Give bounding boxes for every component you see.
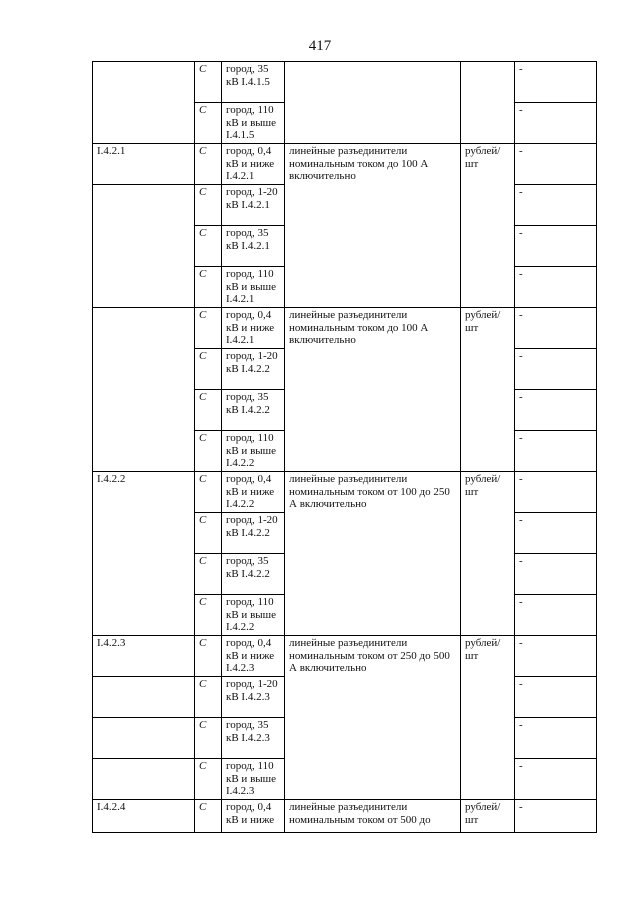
row-code (93, 677, 195, 718)
row-name: город, 35 кВ I.4.2.2 (222, 554, 285, 595)
row-unit: рублей/шт (461, 800, 515, 833)
row-name: город, 1-20 кВ I.4.2.2 (222, 349, 285, 390)
row-unit: рублей/шт (461, 636, 515, 800)
row-code: I.4.2.2 (93, 472, 195, 636)
row-name: город, 0,4 кВ и ниже (222, 800, 285, 833)
row-name: город, 0,4 кВ и ниже I.4.2.3 (222, 636, 285, 677)
row-value: - (515, 62, 597, 103)
row-name: город, 0,4 кВ и ниже I.4.2.1 (222, 144, 285, 185)
row-name: город, 1-20 кВ I.4.2.1 (222, 185, 285, 226)
category-c: С (195, 759, 222, 800)
row-value: - (515, 431, 597, 472)
page-number: 417 (308, 38, 332, 54)
category-c: С (195, 800, 222, 833)
row-code: I.4.2.1 (93, 144, 195, 185)
row-name: город, 0,4 кВ и ниже I.4.2.2 (222, 472, 285, 513)
row-value: - (515, 390, 597, 431)
row-description: линейные разъединители номинальным током до 100 А включительно (285, 308, 461, 472)
row-description: линейные разъединители номинальным током от 100 до 250 А включительно (285, 472, 461, 636)
row-unit: рублей/шт (461, 308, 515, 472)
row-value: - (515, 226, 597, 267)
row-value: - (515, 718, 597, 759)
row-name: город, 1-20 кВ I.4.2.2 (222, 513, 285, 554)
row-unit: рублей/шт (461, 144, 515, 308)
category-c: С (195, 677, 222, 718)
row-code (93, 185, 195, 308)
row-code (93, 308, 195, 472)
row-description: линейные разъединители номинальным током от 250 до 500 А включительно (285, 636, 461, 800)
row-name: город, 110 кВ и выше I.4.2.2 (222, 595, 285, 636)
category-c: С (195, 554, 222, 595)
row-value: - (515, 144, 597, 185)
row-name: город, 1-20 кВ I.4.2.3 (222, 677, 285, 718)
category-c: С (195, 308, 222, 349)
row-description (285, 62, 461, 144)
row-description: линейные разъединители номинальным током от 500 до (285, 800, 461, 833)
row-code (93, 759, 195, 800)
category-c: С (195, 62, 222, 103)
row-code (93, 718, 195, 759)
tariff-table (92, 61, 597, 833)
row-code: I.4.2.4 (93, 800, 195, 833)
row-name: город, 110 кВ и выше I.4.2.2 (222, 431, 285, 472)
row-code: I.4.2.3 (93, 636, 195, 677)
row-unit: рублей/шт (461, 472, 515, 636)
row-value: - (515, 513, 597, 554)
category-c: С (195, 185, 222, 226)
row-value: - (515, 677, 597, 718)
row-value: - (515, 595, 597, 636)
row-name: город, 110 кВ и выше I.4.1.5 (222, 103, 285, 144)
row-unit (461, 62, 515, 144)
row-value: - (515, 759, 597, 800)
row-value: - (515, 103, 597, 144)
row-name: город, 0,4 кВ и ниже I.4.2.1 (222, 308, 285, 349)
category-c: С (195, 595, 222, 636)
row-name: город, 35 кВ I.4.2.3 (222, 718, 285, 759)
row-name: город, 110 кВ и выше I.4.2.3 (222, 759, 285, 800)
row-value: - (515, 636, 597, 677)
table-row (93, 472, 597, 513)
category-c: С (195, 513, 222, 554)
table-row (93, 800, 597, 833)
row-value: - (515, 349, 597, 390)
row-name: город, 35 кВ I.4.1.5 (222, 62, 285, 103)
category-c: С (195, 226, 222, 267)
category-c: С (195, 431, 222, 472)
row-value: - (515, 267, 597, 308)
row-value: - (515, 800, 597, 833)
table-row (93, 62, 597, 103)
row-name: город, 35 кВ I.4.2.1 (222, 226, 285, 267)
category-c: С (195, 472, 222, 513)
row-value: - (515, 185, 597, 226)
row-code (93, 62, 195, 144)
row-name: город, 35 кВ I.4.2.2 (222, 390, 285, 431)
category-c: С (195, 144, 222, 185)
row-value: - (515, 554, 597, 595)
table-row (93, 144, 597, 185)
category-c: С (195, 267, 222, 308)
row-value: - (515, 308, 597, 349)
category-c: С (195, 349, 222, 390)
row-description: линейные разъединители номинальным током до 100 А включительно (285, 144, 461, 308)
category-c: С (195, 103, 222, 144)
table-row (93, 308, 597, 349)
category-c: С (195, 390, 222, 431)
row-name: город, 110 кВ и выше I.4.2.1 (222, 267, 285, 308)
row-value: - (515, 472, 597, 513)
table-row (93, 636, 597, 677)
category-c: С (195, 636, 222, 677)
category-c: С (195, 718, 222, 759)
